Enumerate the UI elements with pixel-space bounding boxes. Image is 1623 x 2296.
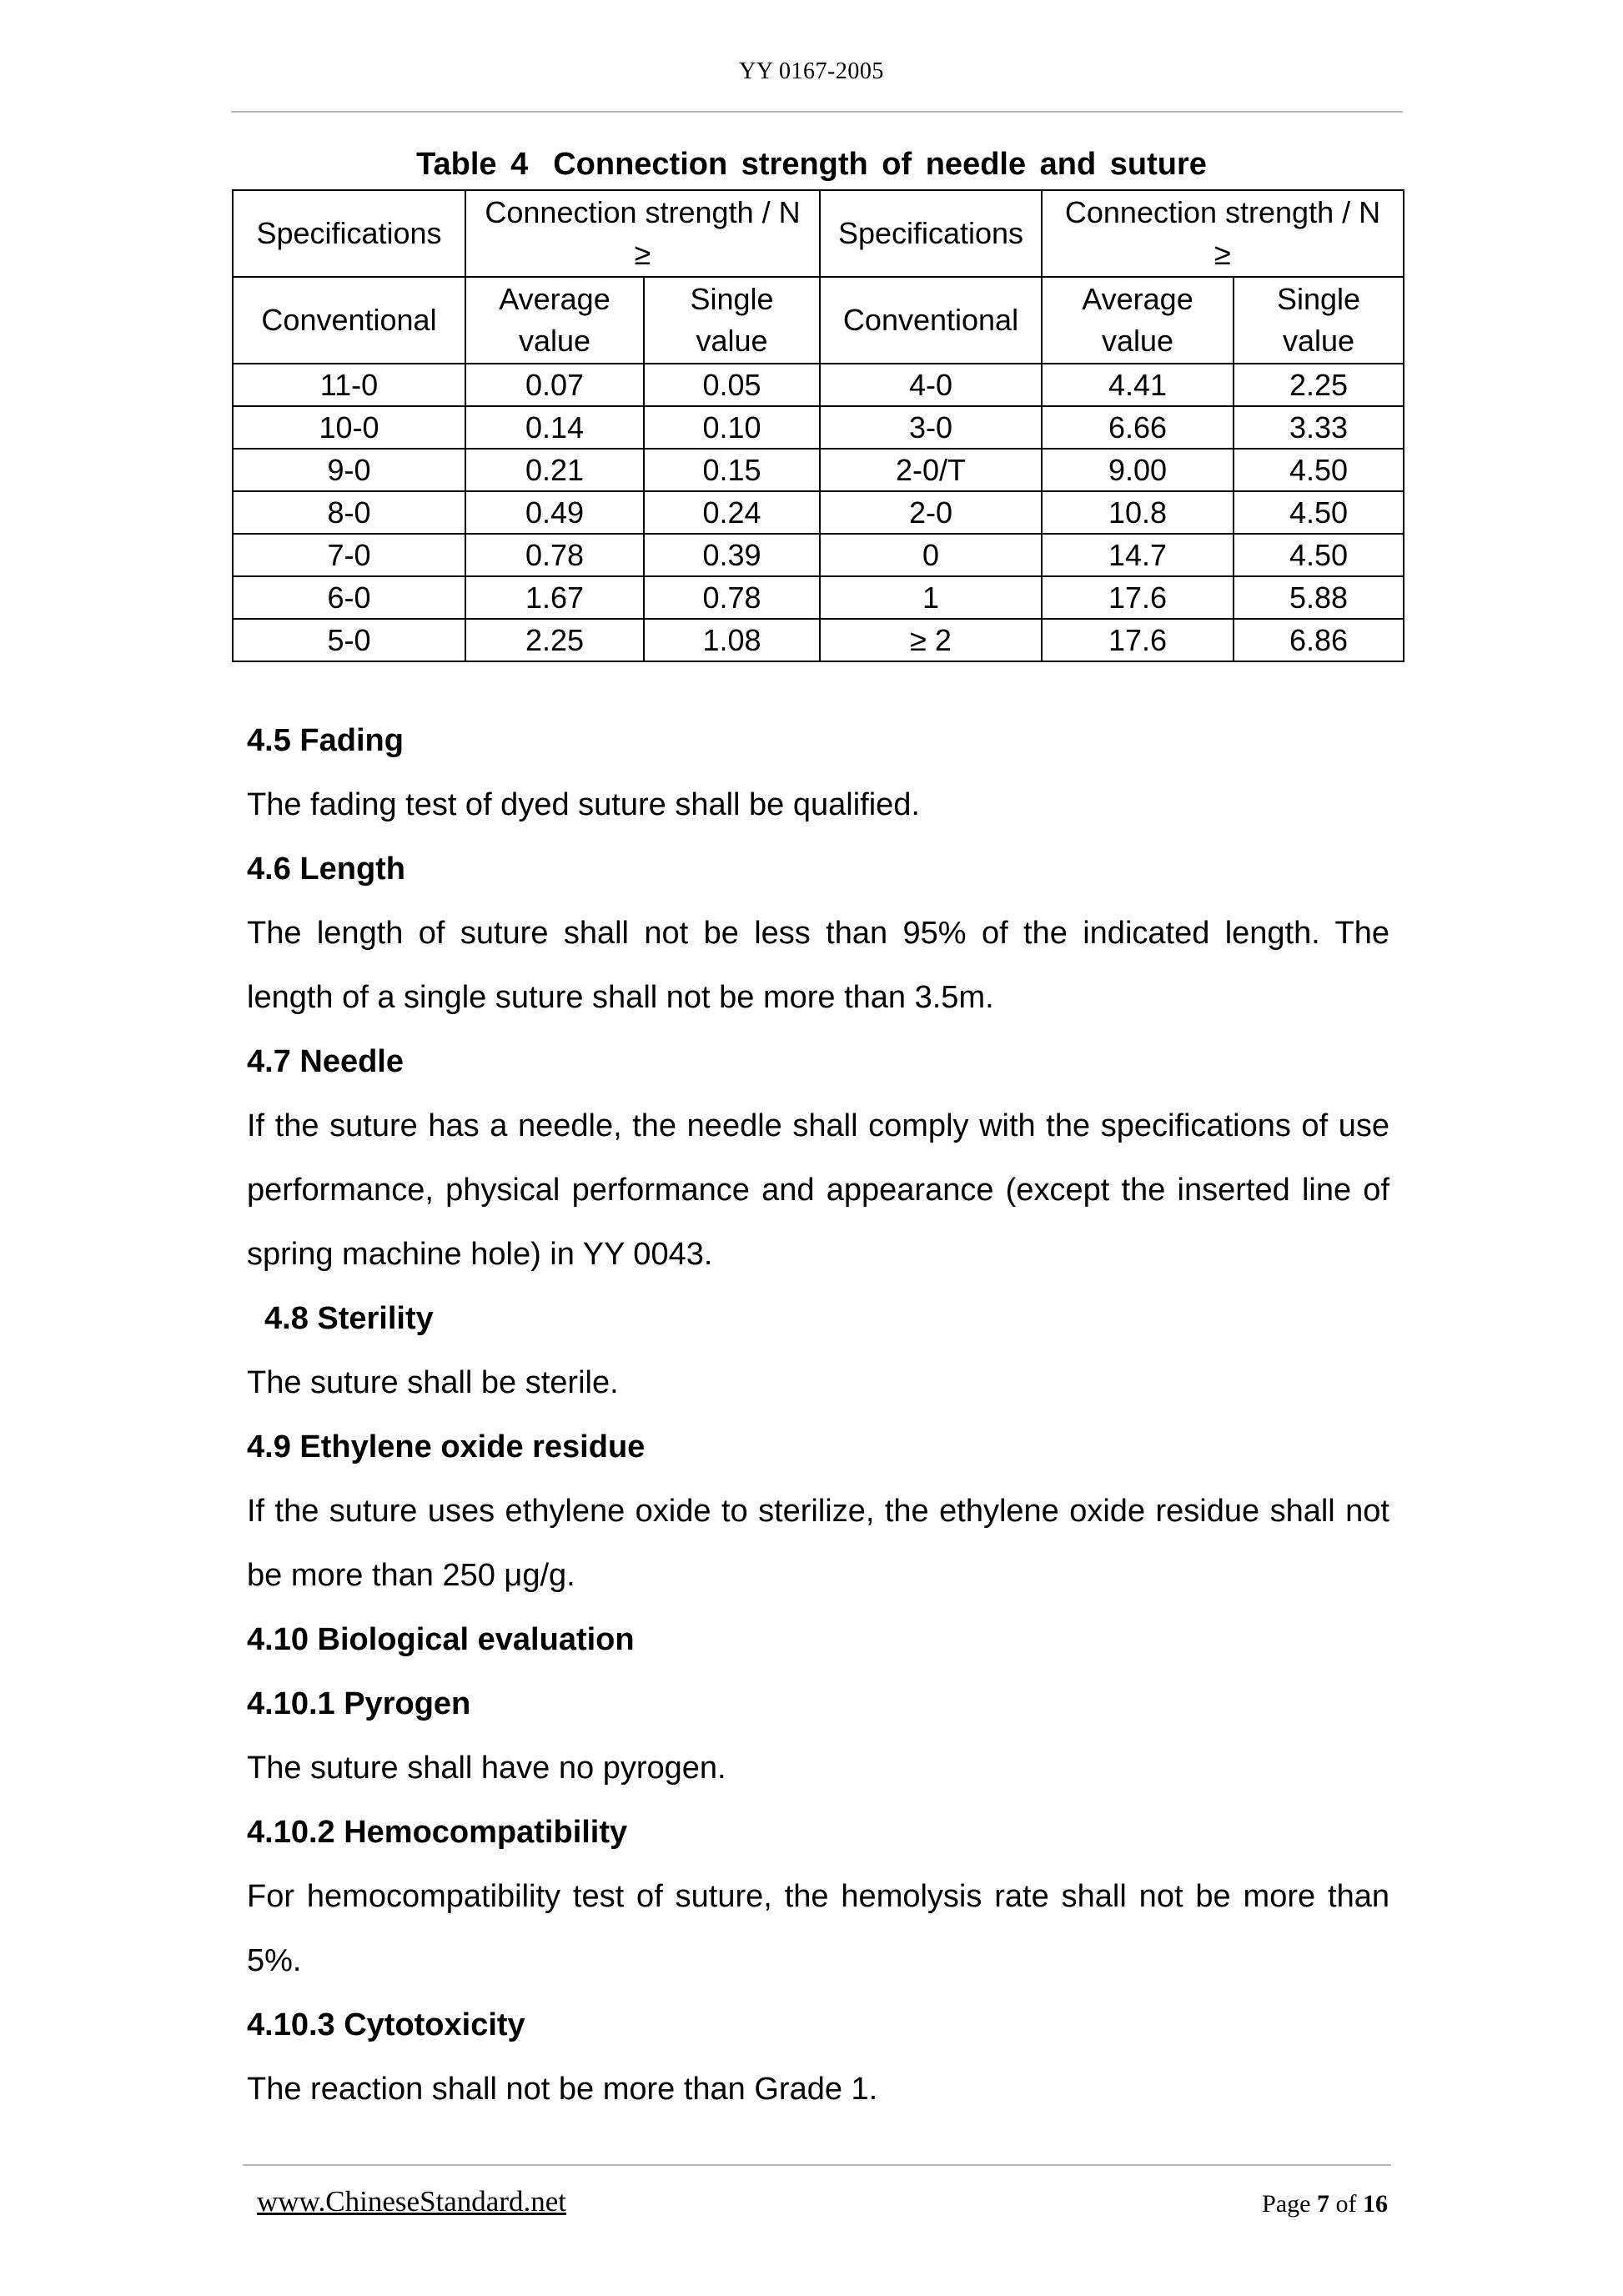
table-cell: 0.24 — [644, 491, 820, 534]
table-caption — [0, 147, 1623, 183]
footer-divider — [243, 2164, 1391, 2166]
section-heading-4-5: 4.5 Fading — [247, 723, 404, 758]
table-cell: 4.41 — [1042, 364, 1234, 406]
table-cell: 11-0 — [233, 364, 465, 406]
table-cell: 0.15 — [644, 449, 820, 491]
table-header-cell: Connection strength / N ≥ — [465, 190, 820, 277]
table-cell: 2.25 — [1234, 364, 1404, 406]
table-cell: 0.49 — [465, 491, 644, 534]
table-row — [233, 619, 1404, 661]
table-cell: 0.14 — [465, 406, 644, 449]
section-text-4-6: The length of suture shall not be less than 95% of the indicated length. The length of a single suture shall not be more than 3.5m. — [247, 916, 1389, 1015]
table-header-cell: Average value — [465, 277, 644, 364]
table-row — [233, 491, 1404, 534]
table-subheader-row — [233, 277, 1404, 364]
table-header-cell: Conventional — [820, 277, 1042, 364]
table-header-cell: Specifications — [820, 190, 1042, 277]
table-header-cell: Conventional — [233, 277, 465, 364]
section-heading-4-10-2: 4.10.2 Hemocompatibility — [247, 1815, 628, 1850]
table-header-cell: Single value — [1234, 277, 1404, 364]
footer-website-link[interactable]: www.ChineseStandard.net — [257, 2185, 566, 2218]
connection-strength-table — [232, 189, 1404, 662]
table-cell: 17.6 — [1042, 619, 1234, 661]
table-cell: 6.66 — [1042, 406, 1234, 449]
section-text-4-9: If the suture uses ethylene oxide to sterilize, the ethylene oxide residue shall not be more than 250 μg/g. — [247, 1494, 1389, 1593]
table-cell: 10.8 — [1042, 491, 1234, 534]
section-text-4-10-3: The reaction shall not be more than Grade 1. — [247, 2072, 878, 2107]
section-text-4-10-1: The suture shall have no pyrogen. — [247, 1751, 726, 1786]
table-cell: 0.39 — [644, 534, 820, 576]
table-cell: 1.08 — [644, 619, 820, 661]
table-cell: 3-0 — [820, 406, 1042, 449]
table-cell: 0.05 — [644, 364, 820, 406]
header-standard-code: YY 0167-2005 — [739, 58, 884, 84]
table-cell: 4-0 — [820, 364, 1042, 406]
table-cell: 4.50 — [1234, 491, 1404, 534]
section-heading-4-6: 4.6 Length — [247, 852, 406, 887]
section-heading-4-8: 4.8 Sterility — [264, 1301, 434, 1336]
table-cell: 1 — [820, 576, 1042, 619]
table-cell: 14.7 — [1042, 534, 1234, 576]
table-row — [233, 576, 1404, 619]
table-cell: 0.21 — [465, 449, 644, 491]
table-cell: 2-0/T — [820, 449, 1042, 491]
section-text-4-5: The fading test of dyed suture shall be qualified. — [247, 787, 920, 822]
table-header-cell: Average value — [1042, 277, 1234, 364]
header-divider — [231, 111, 1403, 113]
footer-page-number: Page 7 of 16 — [1262, 2190, 1388, 2218]
table-row — [233, 449, 1404, 491]
table-cell: 9.00 — [1042, 449, 1234, 491]
table-cell: 6-0 — [233, 576, 465, 619]
table-cell: 17.6 — [1042, 576, 1234, 619]
table-header-cell: Specifications — [233, 190, 465, 277]
table-cell: 7-0 — [233, 534, 465, 576]
table-row — [233, 406, 1404, 449]
section-heading-4-10-1: 4.10.1 Pyrogen — [247, 1686, 471, 1721]
section-heading-4-9: 4.9 Ethylene oxide residue — [247, 1429, 646, 1465]
section-heading-4-7: 4.7 Needle — [247, 1044, 404, 1079]
document-body — [247, 709, 1389, 2122]
current-page: 7 — [1317, 2190, 1329, 2218]
table-header-cell: Connection strength / N ≥ — [1042, 190, 1404, 277]
table-cell: 0.78 — [644, 576, 820, 619]
table-cell: 2-0 — [820, 491, 1042, 534]
table-cell: 0.07 — [465, 364, 644, 406]
table-cell: 4.50 — [1234, 449, 1404, 491]
table-cell: 10-0 — [233, 406, 465, 449]
table-cell: 3.33 — [1234, 406, 1404, 449]
table-caption-title: Connection strength of needle and suture — [553, 147, 1207, 182]
total-pages: 16 — [1363, 2190, 1388, 2218]
table-caption-number: Table 4 — [416, 147, 529, 182]
table-cell: 8-0 — [233, 491, 465, 534]
table-cell: 4.50 — [1234, 534, 1404, 576]
table-cell: 5-0 — [233, 619, 465, 661]
table-cell: 2.25 — [465, 619, 644, 661]
table-header-row — [233, 190, 1404, 277]
table-cell: 6.86 — [1234, 619, 1404, 661]
section-text-4-10-2: For hemocompatibility test of suture, the hemolysis rate shall not be more than 5%. — [247, 1879, 1389, 1978]
table-cell: ≥ 2 — [820, 619, 1042, 661]
section-heading-4-10: 4.10 Biological evaluation — [247, 1622, 635, 1657]
table-cell: 0.78 — [465, 534, 644, 576]
table-row — [233, 364, 1404, 406]
table-cell: 9-0 — [233, 449, 465, 491]
table-row — [233, 534, 1404, 576]
table-cell: 5.88 — [1234, 576, 1404, 619]
section-heading-4-10-3: 4.10.3 Cytotoxicity — [247, 2007, 525, 2042]
section-text-4-8: The suture shall be sterile. — [247, 1365, 619, 1400]
table-cell: 0.10 — [644, 406, 820, 449]
table-cell: 0 — [820, 534, 1042, 576]
table-cell: 1.67 — [465, 576, 644, 619]
section-text-4-7: If the suture has a needle, the needle shall comply with the specifications of use performance, physical performance and appearance (except the inserted line of spring machine hole) in YY 0043. — [247, 1108, 1389, 1272]
table-header-cell: Single value — [644, 277, 820, 364]
